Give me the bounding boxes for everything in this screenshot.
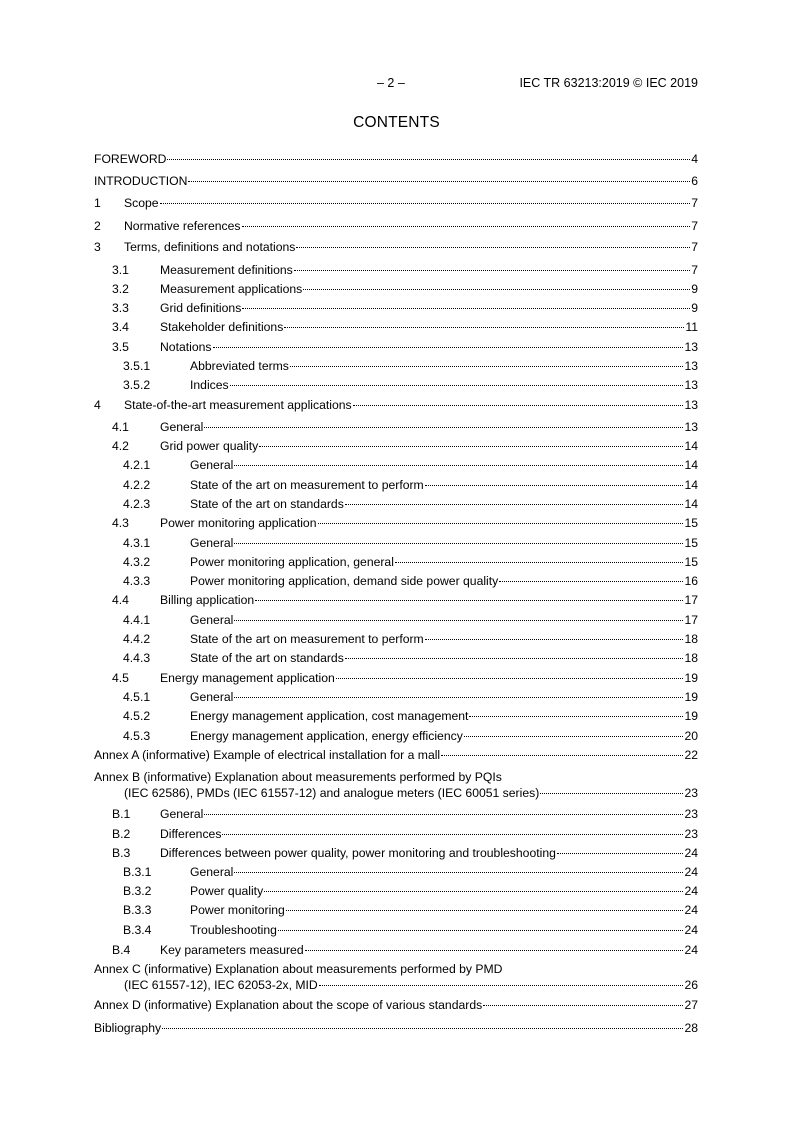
toc-entry[interactable] [94,359,698,374]
toc-entry-title: State of the art on measurement to perform [190,478,424,492]
toc-entry-title: State of the art on measurement to perform [190,632,424,646]
toc-entry[interactable] [94,962,698,993]
toc-entry-title: State of the art on standards [190,651,344,665]
toc-entry-page: 15 [684,555,698,569]
dot-leader [167,158,690,160]
toc-entry[interactable] [94,770,698,801]
dot-leader [557,852,684,854]
toc-entry-title: Grid power quality [160,439,259,453]
dot-leader [319,984,684,986]
toc-entry[interactable] [94,748,698,763]
toc-entry-page: 24 [684,903,698,917]
toc-entry-number: 4.2.3 [123,497,151,511]
toc-entry-number: 4.4 [112,593,129,607]
toc-entry[interactable] [94,497,698,512]
toc-entry-page: 19 [684,671,698,685]
toc-entry-title: Energy management application [160,671,335,685]
toc-entry-page: 13 [684,398,698,412]
toc-entry-title: State-of-the-art measurement applications [124,398,352,412]
dot-leader [345,657,684,659]
toc-entry-page: 7 [691,196,698,210]
toc-entry-number: 4.3.1 [123,536,151,550]
toc-entry[interactable] [94,555,698,570]
toc-entry-page: 24 [684,865,698,879]
toc-entry-page: 23 [684,786,698,800]
toc-entry-number: 3.2 [112,282,129,296]
dot-leader [264,890,683,892]
toc-entry[interactable] [94,807,698,822]
toc-entry-number: 3.5.1 [123,359,151,373]
toc-entry-title: Stakeholder definitions [160,320,284,334]
toc-entry-page: 17 [684,593,698,607]
toc-entry-title: Abbreviated terms [190,359,289,373]
toc-entry-title: Notations [160,340,212,354]
toc-entry[interactable] [94,846,698,861]
toc-entry-number: 4.3 [112,516,129,530]
toc-entry-page: 15 [684,536,698,550]
page-number: – 2 – [377,76,405,90]
dot-leader [234,619,683,621]
toc-entry[interactable] [94,152,698,167]
toc-entry-page: 14 [684,478,698,492]
toc-entry-page: 14 [684,497,698,511]
toc-entry-title-line1: Annex B (informative) Explanation about measurements performed by PQIs [94,770,502,784]
toc-entry-title: Grid definitions [160,301,242,315]
toc-entry-number: B.3.4 [123,923,152,937]
dot-leader [259,445,683,447]
toc-entry-page: 20 [684,729,698,743]
toc-entry[interactable] [94,536,698,551]
toc-entry-page: 17 [684,613,698,627]
toc-entry-number: 4.5 [112,671,129,685]
dot-leader [162,1027,683,1029]
toc-entry[interactable] [94,690,698,705]
toc-entry-page: 28 [684,1021,698,1035]
toc-entry-title: General [160,807,204,821]
toc-entry-number: 4 [94,398,101,412]
toc-entry[interactable] [94,196,698,211]
dot-leader [286,909,684,911]
dot-leader [469,715,683,717]
toc-entry-title-line1: Annex C (informative) Explanation about measurements performed by PMD [94,962,503,976]
toc-entry-number: 4.2.1 [123,458,151,472]
toc-entry[interactable] [94,632,698,647]
toc-entry[interactable] [94,613,698,628]
dot-leader [234,542,683,544]
dot-leader [441,754,683,756]
toc-entry-page: 4 [691,152,698,166]
toc-entry-title: Troubleshooting [190,923,277,937]
toc-entry-page: 18 [684,651,698,665]
toc-entry[interactable] [94,320,698,335]
dot-leader [284,326,684,328]
toc-entry[interactable] [94,884,698,899]
toc-entry[interactable] [94,458,698,473]
toc-entry[interactable] [94,651,698,666]
toc-entry-title: Normative references [124,219,241,233]
toc-entry-title: (IEC 61557-12), IEC 62053-2x, MID [124,978,318,992]
toc-entry-number: 4.3.2 [123,555,151,569]
toc-entry-title: General [190,613,234,627]
dot-leader [305,949,684,951]
toc-entry-page: 26 [684,978,698,992]
toc-entry-title: Annex D (informative) Explanation about the scope of various standards [94,998,483,1012]
toc-entry[interactable] [94,923,698,938]
toc-entry-title: Annex A (informative) Example of electrical installation for a mall [94,748,441,762]
toc-entry[interactable] [94,671,698,686]
toc-entry-number: B.3.2 [123,884,152,898]
toc-entry-title: Indices [190,378,229,392]
toc-entry-title: FOREWORD [94,152,167,166]
toc-entry-page: 13 [684,378,698,392]
toc-entry-title: Energy management application, energy efficiency [190,729,463,743]
toc-entry-title: Power monitoring application, general [190,555,394,569]
dot-leader [318,522,684,524]
toc-entry-number: 3 [94,240,101,254]
dot-leader [303,288,690,290]
toc-entry-page: 13 [684,340,698,354]
toc-entry-number: 4.5.2 [123,709,151,723]
toc-entry[interactable] [94,378,698,393]
toc-entry-page: 24 [684,943,698,957]
dot-leader [204,813,683,815]
dot-leader [353,404,684,406]
dot-leader [290,365,684,367]
toc-entry[interactable] [94,516,698,531]
toc-entry-page: 19 [684,709,698,723]
toc-entry[interactable] [94,903,698,918]
toc-entry-title: Measurement definitions [160,263,293,277]
dot-leader [188,180,690,182]
toc-entry-page: 27 [684,998,698,1012]
toc-entry-title: General [190,690,234,704]
toc-entry-number: 4.2.2 [123,478,151,492]
toc-entry-number: 4.5.1 [123,690,151,704]
toc-entry-title: General [160,420,204,434]
toc-entry-title: INTRODUCTION [94,174,188,188]
toc-entry-page: 13 [684,420,698,434]
toc-entry-number: 3.1 [112,263,129,277]
toc-entry-number: 4.1 [112,420,129,434]
toc-entry-title: General [190,865,234,879]
toc-entry-page: 19 [684,690,698,704]
toc-entry-title: (IEC 62586), PMDs (IEC 61557-12) and analogue meters (IEC 60051 series) [124,786,540,800]
toc-entry-number: 1 [94,196,101,210]
toc-entry-number: 4.2 [112,439,129,453]
toc-entry[interactable] [94,398,698,413]
toc-entry-page: 16 [684,574,698,588]
dot-leader [294,269,690,271]
toc-entry[interactable] [94,1021,698,1036]
dot-leader [464,735,684,737]
dot-leader [234,696,683,698]
toc-entry-number: 4.5.3 [123,729,151,743]
dot-leader [395,561,684,563]
toc-entry-title: Measurement applications [160,282,303,296]
dot-leader [345,503,684,505]
toc-entry-page: 14 [684,458,698,472]
toc-entry-number: B.4 [112,943,131,957]
contents-title: CONTENTS [353,114,440,131]
toc-entry-title: General [190,458,234,472]
toc-entry-title: Key parameters measured [160,943,304,957]
toc-entry-number: 2 [94,219,101,233]
dot-leader [483,1004,683,1006]
toc-entry-page: 9 [691,301,698,315]
toc-entry-page: 13 [684,359,698,373]
toc-entry-page: 11 [685,320,698,334]
toc-entry-number: 4.4.3 [123,651,151,665]
dot-leader [230,384,684,386]
toc-entry-title: Terms, definitions and notations [124,240,296,254]
toc-entry-number: 3.5.2 [123,378,151,392]
toc-entry-page: 24 [684,846,698,860]
dot-leader [213,346,684,348]
toc-entry[interactable] [94,943,698,958]
dot-leader [255,599,683,601]
toc-entry[interactable] [94,219,698,234]
dot-leader [204,426,683,428]
toc-entry-title: State of the art on standards [190,497,344,511]
toc-entry-title: Billing application [160,593,255,607]
dot-leader [425,638,684,640]
toc-entry-page: 7 [691,263,698,277]
dot-leader [234,871,683,873]
toc-entry[interactable] [94,998,698,1013]
toc-entry-title: Differences [160,827,222,841]
toc-entry[interactable] [94,827,698,842]
toc-entry-number: B.3 [112,846,131,860]
toc-entry[interactable] [94,240,698,255]
toc-entry-page: 9 [691,282,698,296]
dot-leader [336,677,684,679]
toc-entry-number: 4.4.1 [123,613,151,627]
toc-entry[interactable] [94,709,698,724]
toc-entry-page: 23 [684,807,698,821]
toc-entry[interactable] [94,865,698,880]
toc-entry-number: 3.3 [112,301,129,315]
toc-entry-number: 4.3.3 [123,574,151,588]
dot-leader [242,225,691,227]
toc-entry[interactable] [94,174,698,189]
toc-entry-number: 4.4.2 [123,632,151,646]
dot-leader [278,929,683,931]
toc-entry[interactable] [94,574,698,589]
toc-entry-number: 3.4 [112,320,129,334]
toc-entry-number: 3.5 [112,340,129,354]
dot-leader [499,580,683,582]
toc-entry-title: General [190,536,234,550]
dot-leader [222,833,683,835]
toc-entry[interactable] [94,340,698,355]
toc-entry[interactable] [94,263,698,278]
toc-entry-page: 7 [691,240,698,254]
toc-entry[interactable] [94,420,698,435]
document-reference: IEC TR 63213:2019 © IEC 2019 [519,76,698,90]
toc-entry-title: Power quality [190,884,264,898]
toc-entry[interactable] [94,729,698,744]
dot-leader [425,484,684,486]
toc-entry-page: 24 [684,923,698,937]
toc-entry-title: Differences between power quality, power monitoring and troubleshooting [160,846,556,860]
toc-entry-page: 14 [684,439,698,453]
toc-entry[interactable] [94,439,698,454]
toc-entry-page: 23 [684,827,698,841]
toc-entry[interactable] [94,478,698,493]
toc-entry-page: 7 [691,219,698,233]
dot-leader [540,792,683,794]
toc-entry-title: Bibliography [94,1021,162,1035]
toc-entry-number: B.2 [112,827,131,841]
toc-entry-number: B.1 [112,807,131,821]
toc-entry-title: Power monitoring [190,903,285,917]
dot-leader [160,202,691,204]
toc-entry-number: B.3.1 [123,865,152,879]
toc-entry[interactable] [94,282,698,297]
toc-entry-title: Energy management application, cost management [190,709,469,723]
toc-entry-title: Power monitoring application [160,516,317,530]
toc-entry-number: B.3.3 [123,903,152,917]
toc-entry-page: 24 [684,884,698,898]
toc-entry-page: 22 [684,748,698,762]
toc-entry[interactable] [94,593,698,608]
toc-entry-page: 6 [691,174,698,188]
toc-entry[interactable] [94,301,698,316]
toc-entry-page: 15 [684,516,698,530]
toc-entry-title: Power monitoring application, demand side power quality [190,574,499,588]
dot-leader [296,246,690,248]
dot-leader [242,307,690,309]
toc-entry-page: 18 [684,632,698,646]
toc-entry-title: Scope [124,196,159,210]
dot-leader [234,464,683,466]
